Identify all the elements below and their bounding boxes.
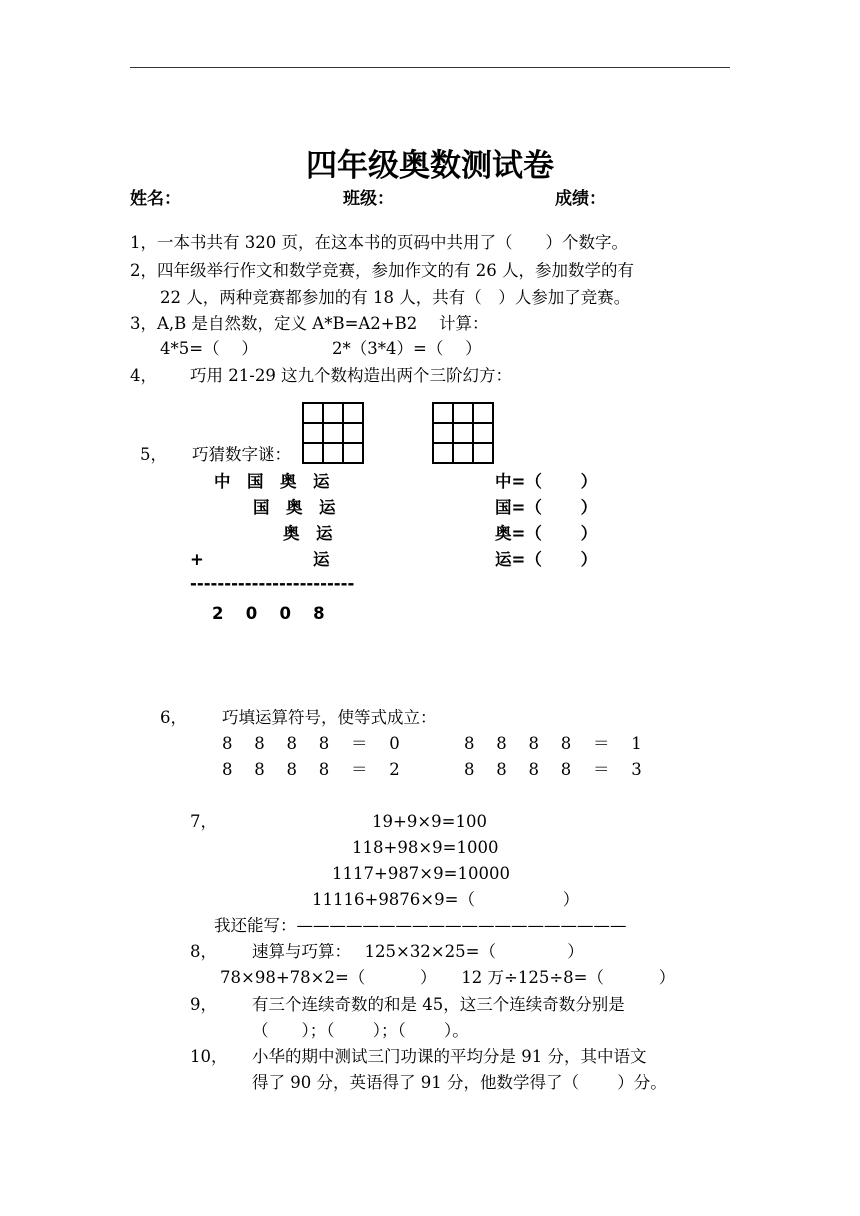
question-10-number: 10， [190, 1047, 228, 1066]
equation-2: 8 8 8 8 ＝ 1 [464, 734, 642, 753]
question-9-line1: 有三个连续奇数的和是 45，这三个连续奇数分别是 [252, 995, 625, 1014]
question-8-line2: 78×98+78×2=（ ） 12 万÷125÷8=（ ） [220, 968, 676, 987]
puzzle-result: 2 0 0 8 [212, 604, 325, 623]
puzzle-row-1: 中 国 奥 运 [214, 472, 330, 491]
question-3-expr2: 2*（3*4）=（ ） [332, 339, 482, 358]
question-5-text: 巧猜数字谜： [192, 445, 291, 464]
question-3-line1: 3，A,B 是自然数，定义 A*B=A2+B2 计算： [130, 314, 489, 333]
pattern-more: 我还能写：———————————————————— [214, 916, 627, 935]
question-7-number: 7， [190, 812, 217, 831]
puzzle-row-3: 奥 运 [283, 524, 333, 543]
answer-yun: 运=（ ） [495, 550, 598, 569]
question-6-text: 巧填运算符号，使等式成立： [222, 708, 437, 727]
question-10-line1: 小华的期中测试三门功课的平均分是 91 分，其中语文 [252, 1047, 647, 1066]
answer-zhong: 中=（ ） [495, 472, 598, 491]
page-title: 四年级奥数测试卷 [306, 148, 554, 184]
question-3-expr1: 4*5=（ ） [160, 339, 258, 358]
pattern-line-4: 11116+9876×9=（ ） [312, 890, 580, 909]
equation-3: 8 8 8 8 ＝ 2 [222, 760, 400, 779]
question-4-number: 4， [130, 366, 157, 385]
answer-guo: 国=（ ） [495, 498, 598, 517]
magic-square-grid-1[interactable] [302, 402, 364, 464]
equation-4: 8 8 8 8 ＝ 3 [464, 760, 642, 779]
question-8-number: 8， [190, 942, 217, 961]
equation-1: 8 8 8 8 ＝ 0 [222, 734, 400, 753]
puzzle-row-2: 国 奥 运 [253, 498, 336, 517]
question-1: 1，一本书共有 320 页，在这本书的页码中共用了（ ）个数字。 [130, 233, 628, 252]
answer-ao: 奥=（ ） [495, 524, 598, 543]
score-label: 成绩： [555, 189, 606, 209]
magic-square-grid-2[interactable] [432, 402, 494, 464]
question-10-line2: 得了 90 分，英语得了 91 分，他数学得了（ ）分。 [252, 1073, 667, 1092]
class-label: 班级： [343, 189, 394, 209]
pattern-line-2: 118+98×9=1000 [352, 838, 499, 857]
puzzle-plus: + [190, 550, 204, 569]
question-6-number: 6， [160, 708, 187, 727]
question-9-number: 9， [190, 995, 217, 1014]
question-5-number: 5， [140, 445, 167, 464]
puzzle-row-4: 运 [313, 550, 330, 569]
question-8-text: 速算与巧算： 125×32×25=（ ） [252, 942, 584, 961]
top-rule [130, 67, 730, 68]
question-4-text: 巧用 21-29 这九个数构造出两个三阶幻方： [190, 366, 513, 385]
question-2-line2: 22 人，两种竞赛都参加的有 18 人，共有（ ）人参加了竞赛。 [160, 288, 631, 307]
question-9-line2: （ ）；（ ）；（ ）。 [252, 1021, 469, 1040]
puzzle-divider: ------------------------ [190, 574, 355, 593]
pattern-line-3: 1117+987×9=10000 [332, 864, 510, 883]
question-2-line1: 2，四年级举行作文和数学竞赛，参加作文的有 26 人，参加数学的有 [130, 261, 634, 280]
name-label: 姓名： [130, 189, 181, 209]
pattern-line-1: 19+9×9=100 [372, 812, 487, 831]
